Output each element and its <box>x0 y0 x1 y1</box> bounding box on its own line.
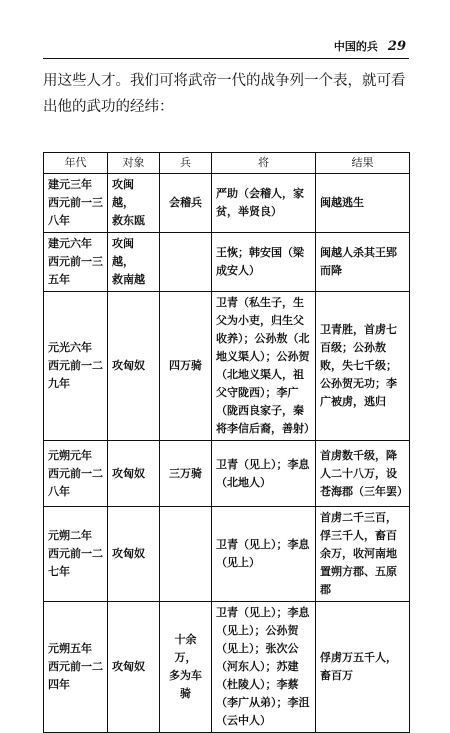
cell-era: 建元六年 西元前一三 五年 <box>44 233 108 292</box>
page-number: 29 <box>387 39 406 54</box>
cell-target: 攻匈奴 <box>108 292 160 441</box>
cell-troops: 十余万， 多为车骑 <box>160 602 212 733</box>
cell-generals: 卫青（见上）；李息（北地人） <box>212 441 316 507</box>
cell-result: 首虏二千三百，俘三千人，畜百余万，收河南地置朔方郡、五原郡 <box>316 507 410 602</box>
column-header-result: 结果 <box>316 153 410 174</box>
column-header-generals: 将 <box>212 153 316 174</box>
column-header-era: 年代 <box>44 153 108 174</box>
cell-generals: 卫青（见上）；李息（见上） <box>212 507 316 602</box>
cell-target: 攻匈奴 <box>108 507 160 602</box>
header-rule <box>43 58 409 59</box>
running-head-title: 中国的兵 <box>333 40 378 53</box>
cell-era: 元朔元年 西元前一二 八年 <box>44 441 108 507</box>
table-row <box>44 507 410 602</box>
cell-result: 闽越逃生 <box>316 174 410 233</box>
cell-troops <box>160 233 212 292</box>
cell-result: 俘虏万五千人，畜百万 <box>316 602 410 733</box>
cell-generals: 王恢；韩安国（梁成安人） <box>212 233 316 292</box>
cell-target: 攻匈奴 <box>108 441 160 507</box>
cell-era: 元朔五年 西元前一二 四年 <box>44 602 108 733</box>
table-row <box>44 233 410 292</box>
cell-troops: 四万骑 <box>160 292 212 441</box>
cell-target: 攻闽越， 救东瓯 <box>108 174 160 233</box>
cell-generals: 卫青（私生子，生父为小吏，归生父收养）；公孙敖（北地义渠人）；公孙贺（北地义渠人，祖父守陇西）；李广（陇西良家子，秦将李信后裔，善射） <box>212 292 316 441</box>
cell-era: 建元三年 西元前一三 八年 <box>44 174 108 233</box>
cell-troops <box>160 507 212 602</box>
cell-result: 首虏数千级，降人二十八万，设苍海郡（三年罢） <box>316 441 410 507</box>
cell-result: 卫青胜，首虏七百级；公孙敖败，失七千级；公孙贺无功；李广被虏，逃归 <box>316 292 410 441</box>
table-header-row <box>44 153 410 174</box>
body-paragraph: 用这些人才。我们可将武帝一代的战争列一个表，就可看出他的武功的经纬： <box>43 73 406 115</box>
table-row <box>44 602 410 733</box>
cell-target: 攻匈奴 <box>108 602 160 733</box>
cell-troops: 三万骑 <box>160 441 212 507</box>
cell-era: 元朔二年 西元前一二 七年 <box>44 507 108 602</box>
cell-troops: 会稽兵 <box>160 174 212 233</box>
table-row <box>44 174 410 233</box>
table-row <box>44 441 410 507</box>
cell-result: 闽越人杀其王郢而降 <box>316 233 410 292</box>
wars-table <box>43 152 410 733</box>
cell-generals: 卫青（见上）；李息（见上）；公孙贺（见上）；张次公（河东人）；苏建（杜陵人）；李蔡（李广从弟）；李沮（云中人） <box>212 602 316 733</box>
cell-generals: 严助（会稽人，家贫，举贤良） <box>212 174 316 233</box>
column-header-target: 对象 <box>108 153 160 174</box>
cell-target: 攻闽越， 救南越 <box>108 233 160 292</box>
cell-era: 元光六年 西元前一二 九年 <box>44 292 108 441</box>
column-header-troops: 兵 <box>160 153 212 174</box>
table-row <box>44 292 410 441</box>
running-head <box>334 38 406 54</box>
